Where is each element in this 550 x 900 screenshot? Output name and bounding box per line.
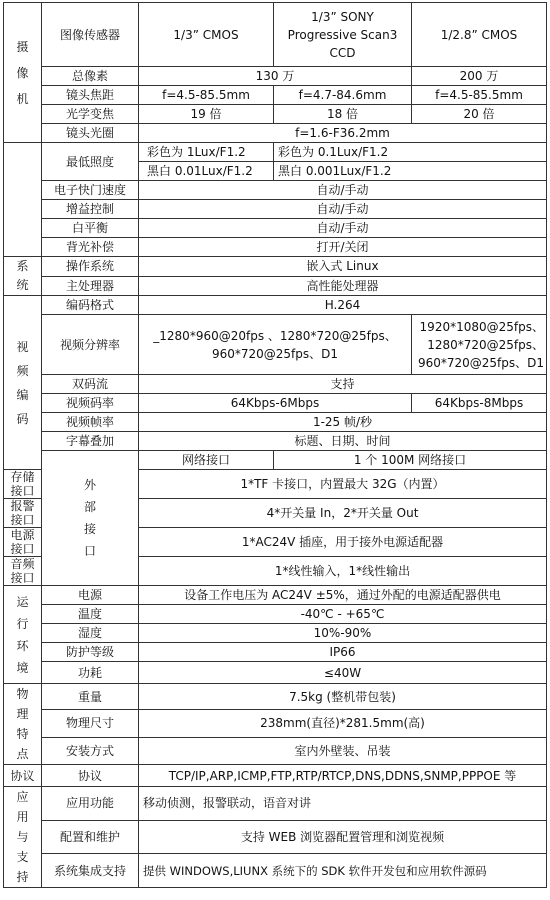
- value-line: 1/3” SONY: [311, 9, 374, 24]
- value-sensor-1: 1/3” CMOS: [139, 3, 274, 67]
- value-codec: H.264: [139, 296, 547, 315]
- label-framerate: 视频帧率: [42, 413, 139, 432]
- table-row: [4, 67, 547, 86]
- label-alarm: 报警接口: [4, 499, 42, 528]
- group-env: [4, 586, 42, 684]
- value-protocol: TCP/IP,ARP,ICMP,FTP,RTP/RTCP,DNS,DDNS,SNMP,PPPOE 等: [139, 765, 547, 787]
- group-physical: [4, 684, 42, 765]
- table-row: [4, 181, 547, 200]
- value-line: 960*720@25fps、D1: [417, 355, 544, 370]
- value-line: Progressive Scan3: [287, 27, 398, 42]
- value-net: 1 个 100M 网络接口: [274, 451, 547, 470]
- group-label: 运行环境: [16, 594, 29, 675]
- value-aperture: f=1.6-F36.2mm: [139, 124, 547, 143]
- label-humidity: 湿度: [42, 624, 139, 643]
- value-audio: 1*线性输入，1*线性输出: [139, 557, 547, 586]
- value-illum-bw-1: 黑白 0.01Lux/F1.2: [139, 162, 274, 181]
- label-consumption: 功耗: [42, 662, 139, 684]
- table-row: [4, 219, 547, 238]
- label-illum: 最低照度: [42, 143, 139, 181]
- value-dual: 支持: [139, 375, 547, 394]
- label-focal: 镜头焦距: [42, 86, 139, 105]
- value-focal-2: f=4.7-84.6mm: [274, 86, 412, 105]
- value-func: 移动侦测，报警联动，语音对讲: [139, 787, 547, 821]
- label-power: 电源: [42, 586, 139, 605]
- table-row: [4, 413, 547, 432]
- table-row: [4, 296, 547, 315]
- value-temp: -40℃ - +65℃: [139, 605, 547, 624]
- value-zoom-1: 19 倍: [139, 105, 274, 124]
- label-sensor: 图像传感器: [42, 3, 139, 67]
- value-line: CCD: [329, 45, 356, 60]
- table-row: [4, 276, 547, 296]
- group-camera: [4, 3, 42, 143]
- value-line: 1280*720@25fps、: [427, 337, 544, 352]
- label-os: 操作系统: [42, 257, 139, 277]
- value-framerate: 1-25 帧/秒: [139, 413, 547, 432]
- group-protocol: 协议: [4, 765, 42, 787]
- group-label: 摄像机: [16, 39, 29, 106]
- value-pixels-1: 130 万: [139, 67, 412, 86]
- value-zoom-3: 20 倍: [412, 105, 547, 124]
- table-row: [4, 86, 547, 105]
- table-row: [4, 605, 547, 624]
- table-row: [4, 643, 547, 662]
- value-focal-3: f=4.5-85.5mm: [412, 86, 547, 105]
- value-gain: 自动/手动: [139, 200, 547, 219]
- value-resolution-2: [412, 315, 547, 375]
- table-row: [4, 451, 547, 470]
- label-wb: 白平衡: [42, 219, 139, 238]
- table-row: [4, 3, 547, 67]
- table-row: [4, 684, 547, 710]
- label-zoom: 光学变焦: [42, 105, 139, 124]
- table-row: [4, 394, 547, 413]
- value-config: 支持 WEB 浏览器配置管理和浏览视频: [139, 820, 547, 854]
- value-consumption: ≤40W: [139, 662, 547, 684]
- label-ip: 防护等级: [42, 643, 139, 662]
- group-blank: [4, 143, 42, 257]
- label-codec: 编码格式: [42, 296, 139, 315]
- group-label: 应用与支持: [16, 790, 29, 884]
- group-interface: [42, 451, 139, 586]
- label-bitrate: 视频码率: [42, 394, 139, 413]
- label-func: 应用功能: [42, 787, 139, 821]
- value-cpu: 高性能处理器: [139, 276, 547, 296]
- group-video: [4, 296, 42, 470]
- value-illum-color-1: 彩色为 1Lux/F1.2: [139, 143, 274, 162]
- table-row: [4, 854, 547, 888]
- table-row: [4, 586, 547, 605]
- label-size: 物理尺寸: [42, 710, 139, 737]
- label-weight: 重量: [42, 684, 139, 710]
- table-row: [4, 143, 547, 162]
- table-row: [4, 315, 547, 375]
- value-zoom-2: 18 倍: [274, 105, 412, 124]
- value-storage: 1*TF 卡接口，内置最大 32G（内置）: [139, 470, 547, 499]
- value-line: 960*720@25fps、D1: [211, 346, 339, 361]
- table-row: [4, 375, 547, 394]
- value-sensor-2: [274, 3, 412, 67]
- value-pixels-2: 200 万: [412, 67, 547, 86]
- table-row: [4, 662, 547, 684]
- table-row: [4, 787, 547, 821]
- table-row: [4, 200, 547, 219]
- label-cpu: 主处理器: [42, 276, 139, 296]
- group-system: [4, 257, 42, 296]
- value-power: 设备工作电压为 AC24V ±5%，通过外配的电源适配器供电: [139, 586, 547, 605]
- value-line: _1280*960@20fps 、1280*720@25fps、: [153, 328, 397, 343]
- value-sdk: 提供 WINDOWS,LIUNX 系统下的 SDK 软件开发包和应用软件源码: [139, 854, 547, 888]
- label-net: 网络接口: [139, 451, 274, 470]
- value-blc: 打开/关闭: [139, 238, 547, 257]
- value-shutter: 自动/手动: [139, 181, 547, 200]
- label-pixels: 总像素: [42, 67, 139, 86]
- group-label: 外部接口: [83, 478, 96, 558]
- table-row: [4, 737, 547, 764]
- value-size: 238mm(直径)*281.5mm(高): [139, 710, 547, 737]
- label-powerif: 电源接口: [4, 528, 42, 557]
- value-weight: 7.5kg (整机带包装): [139, 684, 547, 710]
- value-bitrate-2: 64Kbps-8Mbps: [412, 394, 547, 413]
- group-label: 系统: [16, 259, 29, 292]
- table-row: [4, 820, 547, 854]
- label-storage: 存储接口: [4, 470, 42, 499]
- value-illum-bw-2: 黑白 0.001Lux/F1.2: [274, 162, 547, 181]
- label-mount: 安装方式: [42, 737, 139, 764]
- table-row: [4, 238, 547, 257]
- label-audio: 音频接口: [4, 557, 42, 586]
- label-temp: 温度: [42, 605, 139, 624]
- group-app: [4, 787, 42, 888]
- value-resolution-1: [139, 315, 412, 375]
- value-humidity: 10%-90%: [139, 624, 547, 643]
- label-gain: 增益控制: [42, 200, 139, 219]
- label-shutter: 电子快门速度: [42, 181, 139, 200]
- table-row: [4, 124, 547, 143]
- value-powerif: 1*AC24V 插座，用于接外电源适配器: [139, 528, 547, 557]
- value-ip: IP66: [139, 643, 547, 662]
- table-row: [4, 765, 547, 787]
- value-wb: 自动/手动: [139, 219, 547, 238]
- table-row: [4, 624, 547, 643]
- value-osd: 标题、日期、时间: [139, 432, 547, 451]
- group-label: 物理特点: [16, 687, 29, 761]
- value-os: 嵌入式 Linux: [139, 257, 547, 277]
- value-illum-color-2: 彩色为 0.1Lux/F1.2: [274, 143, 547, 162]
- table-row: [4, 710, 547, 737]
- value-mount: 室内外壁装、吊装: [139, 737, 547, 764]
- spec-table: [3, 2, 547, 888]
- value-sensor-3: 1/2.8” CMOS: [412, 3, 547, 67]
- value-line: 1920*1080@25fps、: [419, 319, 544, 334]
- label-blc: 背光补偿: [42, 238, 139, 257]
- value-bitrate-1: 64Kbps-6Mbps: [139, 394, 412, 413]
- label-config: 配置和维护: [42, 820, 139, 854]
- label-sdk: 系统集成支持: [42, 854, 139, 888]
- table-row: [4, 432, 547, 451]
- label-dual: 双码流: [42, 375, 139, 394]
- value-focal-1: f=4.5-85.5mm: [139, 86, 274, 105]
- value-alarm: 4*开关量 In，2*开关量 Out: [139, 499, 547, 528]
- label-protocol: 协议: [42, 765, 139, 787]
- group-label: 视频编码: [16, 339, 29, 426]
- table-row: [4, 257, 547, 277]
- table-row: [4, 105, 547, 124]
- label-resolution: 视频分辨率: [42, 315, 139, 375]
- label-aperture: 镜头光圈: [42, 124, 139, 143]
- label-osd: 字幕叠加: [42, 432, 139, 451]
